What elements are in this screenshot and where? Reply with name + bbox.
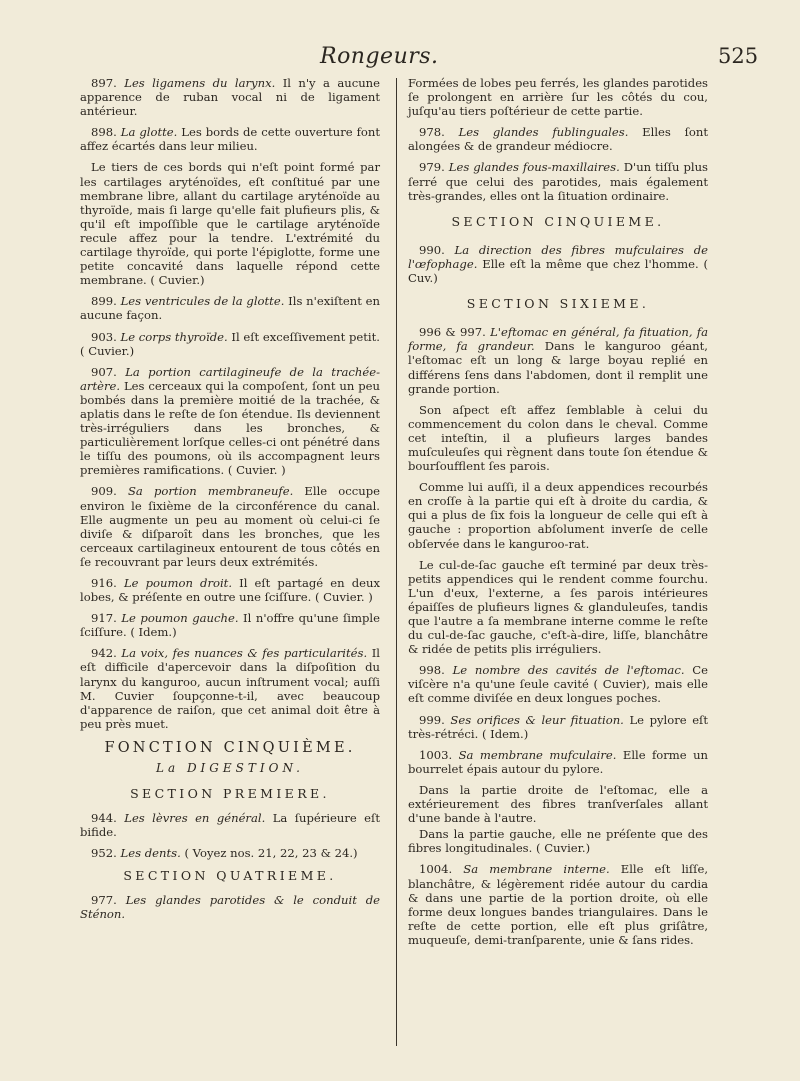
paragraph-996-d: Le cul-de-ſac gauche eſt terminé par deux très-petits appendices qui le rendent comme fourchu. L'un d'eux, l'externe, a ſes parois intérieures épaiſſes de plufieurs lignes & glanduleuſes, tandis que l'autre a ſa membrane interne comme le reſte du cul-de-ſac gauche, c'eſt-à-dire, liſſe, blanchâtre & ridée de petits plis irréguliers. xyxy=(408,557,708,657)
fonction-heading: FONCTION CINQUIÈME. xyxy=(104,739,356,756)
paragraph-number: 999. xyxy=(419,712,445,727)
paragraph-952 xyxy=(80,846,380,860)
paragraph-998 xyxy=(408,663,708,705)
paragraph-898 xyxy=(80,125,380,153)
paragraph-body: Ce viſcère n'a qu'une ſeule cavité ( Cuvier), mais elle eſt comme diviſée en deux longues poches. xyxy=(408,663,709,706)
paragraph-909 xyxy=(80,484,380,569)
paragraph-title: Le poumon droit. xyxy=(123,576,233,590)
paragraph-title: La glotte. xyxy=(120,125,178,140)
paragraph-number: 899. xyxy=(91,294,117,309)
paragraph-body: Il eſt partagé en deux lobes, & préſente en outre une ſciſſure. ( Cuvier. ) xyxy=(80,576,380,605)
paragraph-996-c: Comme lui auſſi, il a deux appendices recourbés en croſſe à la partie qui eſt à droite du cardia, & qui a plus de ſix fois la longueur de celle qui eſt à gauche : proportion abſolument inverſe de celle obſervée dans le kanguroo-rat. xyxy=(408,480,708,551)
digestion-heading: La DIGESTION. xyxy=(156,761,304,776)
paragraph-number: 898. xyxy=(91,125,117,140)
paragraph-title: Sa membrane interne. xyxy=(463,862,610,877)
paragraph-body: Les cerceaux qui la compoſent, ſont un peu bombés dans la première moitié de la trachée, & aplatis dans le reſte de ſon étendue. Ils deviennent très-irréguliers dans les bronches, & particulièrement lorſque celles-ci ont pénétré dans le tiſſu des poumons, où ils accompagnent leurs premières ramifications. ( Cuvier. ) xyxy=(80,378,380,478)
paragraph-number: 952. xyxy=(91,846,117,861)
paragraph-body: Elle occupe environ le ſixième de la circonférence du canal. Elle augmente un peu au moment où celui-ci ſe diviſe & diſparoît dans les bronches, que les cerceaux cartilagineux entourent de tous côtés en ſe recouvrant par leurs deux extrémités. xyxy=(80,484,381,569)
paragraph-title: Sa portion membraneufe. xyxy=(127,484,294,499)
paragraph-body: Elles ſont alongées & de grandeur médiocre. xyxy=(408,125,708,154)
section-premiere-heading: SECTION PREMIERE. xyxy=(130,786,330,802)
page-number: 525 xyxy=(718,44,759,68)
paragraph-body: Dans le kanguroo géant, l'eſtomac eſt un long & large boyau replié en différens ſens dans l'abdomen, dont il remplit une grande portion. xyxy=(408,339,708,396)
left-column xyxy=(80,76,380,928)
paragraph-body: Il eſt difficile d'apercevoir dans la diſpoſition du larynx du kanguroo, aucun inſtrument vocal; auſſi M. Cuvier ſoupçonne-t-il, avec beaucoup d'apparence de raiſon, que cet animal doit être à peu près muet. xyxy=(80,646,380,731)
paragraph-number: 916. xyxy=(91,576,117,590)
paragraph-916 xyxy=(80,576,380,604)
paragraph-number: 907. xyxy=(91,364,117,379)
paragraph-title: Les glandes fous-maxillaires. xyxy=(448,160,620,175)
paragraph-number: 977. xyxy=(91,892,117,907)
paragraph-999 xyxy=(408,713,708,741)
paragraph-number: 897. xyxy=(91,76,117,90)
section-quatrieme-heading: SECTION QUATRIEME. xyxy=(123,867,337,883)
paragraph-title: Les ventricules de la glotte. xyxy=(120,294,285,309)
column-divider xyxy=(396,78,397,1046)
paragraph-title: Le poumon gauche. xyxy=(121,611,239,626)
paragraph-number: 944. xyxy=(91,811,117,826)
paragraph-body: D'un tiſſu plus ſerré que celui des parotides, mais également très-grandes, elles ont la ſituation ordinaire. xyxy=(408,160,708,203)
paragraph-title: Les lèvres en général. xyxy=(124,811,266,826)
paragraph-907 xyxy=(80,365,380,478)
paragraph-number: 978. xyxy=(419,125,445,140)
paragraph-number: 917. xyxy=(91,611,117,626)
paragraph-number: 942. xyxy=(91,646,117,661)
paragraph-title: Le nombre des cavités de l'eftomac. xyxy=(452,663,685,678)
paragraph-body: Le pylore eſt très-rétréci. ( Idem.) xyxy=(408,712,709,741)
paragraph-979 xyxy=(408,160,708,202)
paragraph-body: Il n'offre qu'une ſimple ſciſſure. ( Idem.) xyxy=(80,611,380,640)
paragraph-title: Les glandes parotides & le conduit de Sténon. xyxy=(80,892,381,921)
paragraph-917 xyxy=(80,611,380,639)
paragraph-title: Les ligamens du larynx. xyxy=(124,76,276,90)
paragraph-897 xyxy=(80,76,380,118)
paragraph-body: Il eſt exceſſivement petit. ( Cuvier.) xyxy=(80,329,380,358)
paragraph-number: 1003. xyxy=(419,747,453,762)
paragraph-body: La ſupérieure eſt bifide. xyxy=(80,811,380,840)
paragraph-1003-b: Dans la partie droite de l'eſtomac, elle a extérieurement des fibres tranſverſales allant d'une bande à l'autre. xyxy=(408,782,708,826)
paragraph-title: L'eftomac en général, fa fituation, fa forme, fa grandeur. xyxy=(408,325,708,354)
paragraph-number: 909. xyxy=(91,484,117,499)
paragraph-898-continued: Le tiers de ces bords qui n'eſt point formé par les cartilages aryténoïdes, eſt conſtitué par une membrane libre, allant du cartilage aryténoïde au thyroïde, mais ſi large qu'elle fait plufieurs plis, & qu'il eſt impoſſible que le cartilage aryténoïde recule affez pour la tendre. L'extrémité du cartilage thyroïde, qui porte l'épiglotte, forme une petite concavité dans laquelle répond cette membrane. ( Cuvier.) xyxy=(80,160,380,288)
paragraph-996-b: Son aſpect eſt affez ſemblable à celui du commencement du colon dans le cheval. Comme cet inteſtin, il a plufieurs larges bandes muſculeuſes qui règnent dans toute ſon étendue & bourſoufflent ſes parois. xyxy=(408,402,708,474)
paragraph-title: La voix, fes nuances & fes particularités. xyxy=(121,646,368,661)
paragraph-978 xyxy=(408,125,708,153)
paragraph-title: Les glandes fublinguales. xyxy=(458,125,629,140)
paragraph-body: Elle eſt la même que chez l'homme. ( Cuv.) xyxy=(408,256,708,286)
paragraph-number: 903. xyxy=(91,329,117,344)
paragraph-title: Les dents. xyxy=(120,846,181,861)
paragraph-990 xyxy=(408,243,708,285)
paragraph-1003 xyxy=(408,748,708,776)
paragraph-944 xyxy=(80,811,380,839)
paragraph-899 xyxy=(80,294,380,322)
page-header xyxy=(0,44,800,76)
paragraph-977 xyxy=(80,893,380,921)
section-cinquieme-heading: SECTION CINQUIEME. xyxy=(451,213,665,229)
paragraph-number: 979. xyxy=(419,160,445,175)
paragraph-996 xyxy=(408,325,708,395)
paragraph-body: Elle eſt liſſe, blanchâtre, & légèrement ridée autour du cardia & dans une partie de la portion droite, où elle forme deux longues bandes triangulaires. Dans le reſte de cette portion, elle eſt plus griſâtre, muqueuſe, demi-tranſparente, unie & ſans rides. xyxy=(408,862,709,947)
paragraph-number: 998. xyxy=(419,663,445,678)
paragraph-title: Ses orifices & leur fituation. xyxy=(450,712,624,727)
right-column xyxy=(408,76,708,954)
paragraph-903 xyxy=(80,330,380,358)
paragraph-body: Les bords de cette ouverture font affez écartés dans leur milieu. xyxy=(80,125,380,154)
paragraph-1004 xyxy=(408,862,708,947)
paragraph-body: ( Voyez nos. 21, 22, 23 & 24.) xyxy=(180,846,358,861)
paragraph-body: Il n'y a aucune apparence de ruban vocal ni de ligament antérieur. xyxy=(80,76,380,119)
paragraph-body: Ils n'exiſtent en aucune façon. xyxy=(80,294,380,323)
paragraph-number: 990. xyxy=(419,242,445,257)
paragraph-title: Sa membrane mufculaire. xyxy=(458,747,617,762)
section-sixieme-heading: SECTION SIXIEME. xyxy=(466,296,650,312)
paragraph-title: La portion cartilagineufe de la trachée-artère. xyxy=(80,364,380,393)
paragraph-number: 1004. xyxy=(419,862,453,877)
paragraph-title: La direction des fibres mufculaires de l'œfophage. xyxy=(408,242,708,271)
paragraph-body: Elle forme un bourrelet épais autour du pylore. xyxy=(408,747,708,776)
paragraph-1003-c: Dans la partie gauche, elle ne préſente que des fibres longitudinales. ( Cuvier.) xyxy=(408,827,708,856)
paragraph-number: 996 & 997. xyxy=(419,325,486,340)
paragraph-942 xyxy=(80,646,380,731)
running-title: Rongeurs. xyxy=(320,44,439,69)
paragraph-977-continued: Formées de lobes peu ferrés, les glandes parotides ſe prolongent en arrière ſur les côtés du cou, juſqu'au tiers poſtérieur de cette partie. xyxy=(408,76,708,119)
paragraph-title: Le corps thyroïde. xyxy=(120,329,228,344)
